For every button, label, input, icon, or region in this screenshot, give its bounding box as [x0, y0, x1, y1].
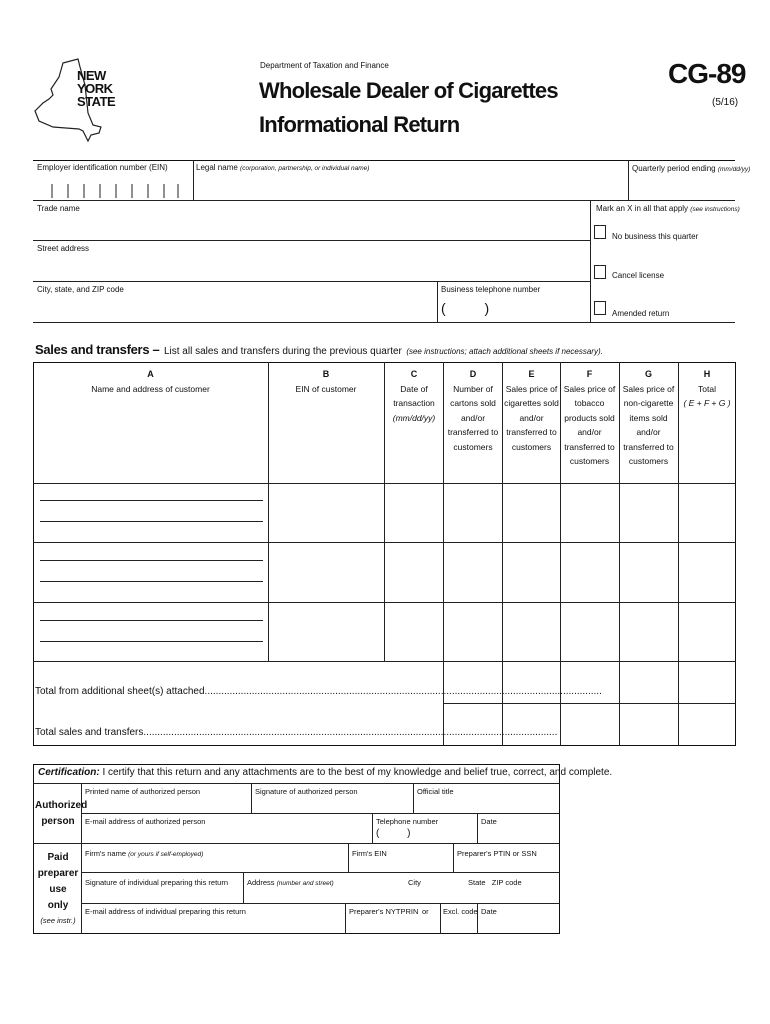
signature-auth-label: Signature of authorized person	[255, 787, 358, 796]
total-additional-fields[interactable]	[444, 662, 735, 702]
legal-name-label: Legal name	[196, 163, 238, 172]
email-auth-field[interactable]	[85, 828, 369, 841]
signature-prep-label: Signature of individual preparing this return	[85, 878, 229, 887]
col-g-text: Sales price of non-cigarette items sold and/or transferred to customers	[622, 383, 675, 466]
form-title-line1: Wholesale Dealer of Cigarettes	[259, 78, 558, 103]
col-b-text: EIN of customer	[295, 383, 357, 394]
firm-name-label: Firm's name	[85, 849, 127, 858]
address-field[interactable]	[247, 888, 557, 901]
date-label: Date	[481, 817, 497, 826]
trade-name-field[interactable]	[37, 214, 587, 238]
col-a-text: Name and address of customer	[91, 383, 210, 394]
phone-field[interactable]: ( )	[441, 300, 490, 316]
state-zip-label: State ZIP code	[468, 878, 522, 887]
amended-return-label: Amended return	[612, 309, 670, 318]
col-f-text: Sales price of tobacco products sold and/or transferred to customers	[563, 383, 616, 466]
official-title-field[interactable]	[417, 798, 557, 811]
quarter-note: (mm/dd/yy)	[717, 166, 751, 173]
sales-heading: Sales and transfers –	[35, 342, 160, 357]
no-business-checkbox[interactable]	[594, 225, 606, 239]
telephone-label: Telephone number	[376, 817, 439, 826]
printed-name-label: Printed name of authorized person	[85, 787, 201, 796]
date2-field[interactable]	[481, 918, 557, 931]
total-additional-label: Total from additional sheet(s) attached...............................................................................................................................................	[35, 686, 602, 697]
city-label: City, state, and ZIP code	[37, 285, 124, 294]
firm-ein-label: Firm's EIN	[352, 849, 387, 858]
city-field[interactable]	[37, 295, 433, 319]
col-h-text: Total	[698, 383, 716, 394]
customer-3-address-field[interactable]	[36, 606, 266, 658]
col-h-header	[679, 367, 735, 411]
signature-prep-field[interactable]	[85, 888, 240, 901]
col-d-letter: D	[469, 369, 477, 379]
sales-heading-note: (see instructions; attach additional sheets if necessary).	[406, 347, 603, 356]
nys-logo	[33, 55, 133, 145]
col-b-header	[268, 367, 384, 396]
col-e-text: Sales price of cigarettes sold and/or transferred to customers	[504, 383, 559, 452]
ein-field[interactable]	[50, 184, 180, 198]
total-sales-fields[interactable]	[444, 704, 735, 744]
col-c-header	[387, 367, 441, 425]
address-label: Address	[247, 878, 275, 887]
sales-heading-desc: List all sales and transfers during the previous quarter	[163, 346, 402, 357]
col-b-letter: B	[322, 369, 330, 379]
certification-label: Certification:	[38, 767, 100, 778]
quarter-label: Quarterly period ending	[632, 164, 716, 173]
firm-name-note: (or yours if self-employed)	[128, 851, 204, 858]
col-c-text: Date of transaction	[393, 383, 435, 408]
street-field[interactable]	[37, 254, 587, 278]
street-label: Street address	[37, 244, 90, 253]
col-a-letter: A	[147, 369, 154, 379]
logo-text-new: NEW	[77, 68, 106, 83]
customer-1-address-field[interactable]	[36, 487, 266, 539]
trade-name-label: Trade name	[37, 204, 80, 213]
email-prep-label: E-mail address of individual preparing this return	[85, 907, 246, 916]
logo-text-york: YORK	[77, 81, 113, 96]
cancel-license-label: Cancel license	[612, 271, 665, 280]
date-field[interactable]	[481, 828, 557, 841]
certification-text: I certify that this return and any attachments are to the best of my knowledge and belief true, correct, and complete.	[102, 767, 613, 778]
col-f-header	[561, 367, 618, 469]
amended-return-checkbox[interactable]	[594, 301, 606, 315]
col-g-letter: G	[644, 369, 652, 379]
nytprin-label: Preparer's NYTPRIN	[349, 907, 419, 916]
firm-ein-field[interactable]	[352, 858, 450, 870]
excl-code-label: Excl. code	[443, 907, 478, 916]
form-number: CG-89	[668, 58, 746, 89]
preparer-ptin-field[interactable]	[457, 858, 557, 870]
col-c-note: (mm/dd/yy)	[392, 412, 436, 423]
col-d-header	[446, 367, 500, 454]
preparer-ptin-label: Preparer's PTIN or SSN	[457, 849, 537, 858]
telephone-field[interactable]: ( )	[376, 828, 411, 839]
phone-label: Business telephone number	[441, 285, 541, 294]
quarter-field[interactable]	[632, 175, 732, 197]
total-sales-label: Total sales and transfers.....................................................................................................................................................	[35, 727, 558, 738]
department-name: Department of Taxation and Finance	[260, 61, 389, 70]
customer-2-address-field[interactable]	[36, 546, 266, 598]
date2-label: Date	[481, 907, 497, 916]
paid-preparer-label: Paid preparer use only	[37, 852, 79, 911]
city-label-prep: City	[408, 878, 421, 887]
logo-text-state: STATE	[77, 94, 116, 109]
col-e-letter: E	[528, 369, 535, 379]
legal-name-field[interactable]	[196, 175, 624, 197]
address-note: (number and street)	[276, 880, 334, 887]
col-f-letter: F	[586, 369, 593, 379]
firm-name-field[interactable]	[85, 858, 345, 870]
legal-name-note: (corporation, partnership, or individual name)	[240, 165, 370, 172]
official-title-label: Official title	[417, 787, 454, 796]
mark-note: (see instructions)	[690, 206, 740, 213]
col-a-header	[33, 367, 268, 396]
no-business-label: No business this quarter	[612, 232, 699, 241]
col-g-header	[620, 367, 677, 469]
or-label: or	[422, 907, 429, 916]
printed-name-field[interactable]	[85, 798, 248, 811]
col-e-header	[503, 367, 560, 454]
email-prep-field[interactable]	[85, 918, 342, 931]
col-d-text: Number of cartons sold and/or transferred to customers	[447, 383, 499, 452]
signature-auth-field[interactable]	[255, 798, 410, 811]
authorized-person-label: Authorized person	[35, 800, 88, 827]
mark-label: Mark an X in all that apply	[596, 204, 689, 213]
excl-code-field[interactable]	[443, 918, 474, 931]
col-h-letter: H	[703, 369, 711, 379]
col-h-note: ( E + F + G )	[683, 398, 731, 408]
col-c-letter: C	[410, 369, 418, 379]
see-instr-note: (see instr.)	[40, 916, 76, 925]
form-title-line2: Informational Return	[259, 112, 460, 137]
cancel-license-checkbox[interactable]	[594, 265, 606, 279]
email-auth-label: E-mail address of authorized person	[85, 817, 206, 826]
ein-label: Employer identification number (EIN)	[37, 163, 168, 172]
nytprin-field[interactable]	[349, 918, 437, 931]
form-revision: (5/16)	[712, 97, 739, 108]
